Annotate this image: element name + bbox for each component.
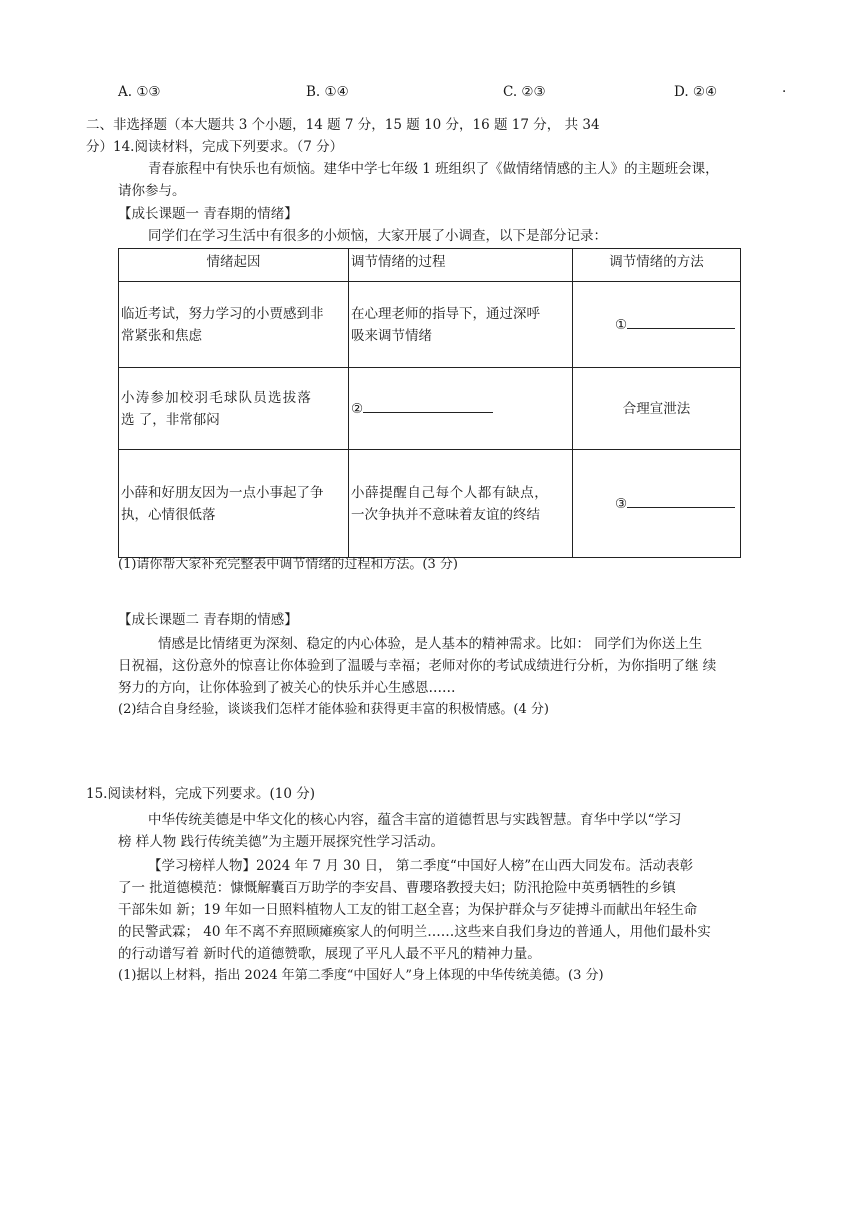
cell-text: 选 了，非常郁闷 bbox=[121, 411, 220, 428]
section2-heading-line2: 分）14.阅读材料，完成下列要求。（7 分） bbox=[86, 139, 344, 155]
cell-text: 临近考试，努力学习的小贾感到非 bbox=[121, 305, 324, 322]
cell-text: 小薛和好朋友因为一点小事起了争 bbox=[121, 484, 324, 501]
table-cell-cause bbox=[119, 282, 349, 368]
q15-para-line2: 榜 样人物 践行传统美德”为主题开展探究性学习活动。 bbox=[118, 834, 444, 850]
q14-intro-line1: 青春旅程中有快乐也有烦恼。建华中学七年级 1 班组织了《做情绪情感的主人》的主题班会课， bbox=[148, 161, 719, 177]
q15-title: 15.阅读材料，完成下列要求。(10 分) bbox=[86, 786, 315, 802]
table-row bbox=[119, 282, 741, 368]
cell-text: 一次争执并不意味着友谊的终结 bbox=[351, 506, 540, 523]
q14-intro-line2: 请你参与。 bbox=[118, 183, 186, 199]
option-b: B. ①④ bbox=[306, 84, 349, 100]
blank-marker: ② bbox=[351, 400, 364, 417]
q15-para-line3: 【学习榜样人物】2024 年 7 月 30 日， 第二季度“中国好人榜”在山西大同发布。活动表彰 bbox=[148, 858, 694, 874]
table-header-row bbox=[119, 249, 741, 282]
topic2-para-line1: 情感是比情绪更为深刻、稳定的内心体验，是人基本的精神需求。比如： 同学们为你送上生 bbox=[158, 636, 703, 652]
stray-dot: · bbox=[782, 84, 787, 100]
blank-marker: ③ bbox=[615, 495, 628, 512]
cell-text: 小涛参加校羽毛球队员选拔落 bbox=[121, 389, 313, 406]
blank-marker: ① bbox=[615, 316, 628, 333]
option-a: A. ①③ bbox=[118, 84, 161, 100]
table-header: 调节情绪的过程 bbox=[349, 249, 573, 282]
section2-heading-line1: 二、非选择题（本大题共 3 个小题，14 题 7 分，15 题 10 分，16 题 17 分， 共 34 bbox=[86, 117, 600, 133]
table-header: 情绪起因 bbox=[119, 249, 349, 282]
cell-text: 在心理老师的指导下，通过深呼 bbox=[351, 305, 540, 322]
cell-text: 吸来调节情绪 bbox=[351, 327, 432, 344]
cell-text: 常紧张和焦虑 bbox=[121, 327, 202, 344]
emotion-table bbox=[118, 248, 741, 558]
table-cell-method-blank bbox=[573, 450, 741, 558]
topic1-intro: 同学们在学习生活中有很多的小烦恼，大家开展了小调查，以下是部分记录： bbox=[148, 228, 607, 244]
table-cell-process bbox=[349, 282, 573, 368]
cell-text: 执，心情很低落 bbox=[121, 506, 216, 523]
topic1-title: 【成长课题一 青春期的情绪】 bbox=[118, 206, 298, 222]
table-cell-method-blank bbox=[573, 282, 741, 368]
q15-para-line1: 中华传统美德是中华文化的核心内容，蕴含丰富的道德哲思与实践智慧。育华中学以“学习 bbox=[148, 812, 682, 828]
q15-para-line6: 的民警武霖； 40 年不离不弃照顾瘫痪家人的何明兰……这些来自我们身边的普通人，用他们最朴实 bbox=[118, 924, 711, 940]
cell-text: 小薛提醒自己每个人都有缺点， bbox=[351, 484, 549, 501]
topic2-para-line2: 日祝福，这份意外的惊喜让你体验到了温暖与幸福；老师对你的考试成绩进行分析，为你指明了继 续 bbox=[118, 658, 717, 674]
table-cell-process bbox=[349, 450, 573, 558]
topic2-para-line3: 努力的方向，让你体验到了被关心的快乐并心生感恩…… bbox=[118, 680, 456, 696]
answer-blank[interactable] bbox=[627, 314, 735, 329]
table-row bbox=[119, 368, 741, 450]
option-c: C. ②③ bbox=[503, 84, 546, 100]
q15-subquestion-1: (1)据以上材料，指出 2024 年第二季度“中国好人”身上体现的中华传统美德。(3 分) bbox=[118, 968, 604, 983]
q15-para-line5: 干部朱如 新；19 年如一日照料植物人工友的钳工赵全喜；为保护群众与歹徒搏斗而献出年轻生命 bbox=[118, 902, 698, 918]
q15-para-line4: 了一 批道德模范：慷慨解囊百万助学的李安昌、曹瓔珞教授夫妇；防汛抢险中英勇牺牲的乡镇 bbox=[118, 880, 676, 896]
table-cell-cause bbox=[119, 368, 349, 450]
topic2-title: 【成长课题二 青春期的情感】 bbox=[118, 612, 298, 628]
table-header: 调节情绪的方法 bbox=[573, 249, 741, 282]
answer-blank[interactable] bbox=[627, 493, 735, 508]
q15-para-line7: 的行动谱写着 新时代的道德赞歌，展现了平凡人最不平凡的精神力量。 bbox=[118, 946, 541, 962]
table-row bbox=[119, 450, 741, 558]
table-cell-process-blank bbox=[349, 368, 573, 450]
answer-blank[interactable] bbox=[363, 398, 493, 413]
table-cell-cause bbox=[119, 450, 349, 558]
q14-subquestion-2: (2)结合自身经验，谈谈我们怎样才能体验和获得更丰富的积极情感。(4 分) bbox=[118, 702, 549, 717]
q14-subquestion-1: (1)请你帮大家补充完整表中调节情绪的过程和方法。(3 分) bbox=[118, 557, 458, 572]
option-d: D. ②④ bbox=[674, 84, 718, 100]
table-cell-method: 合理宣泄法 bbox=[573, 368, 741, 450]
